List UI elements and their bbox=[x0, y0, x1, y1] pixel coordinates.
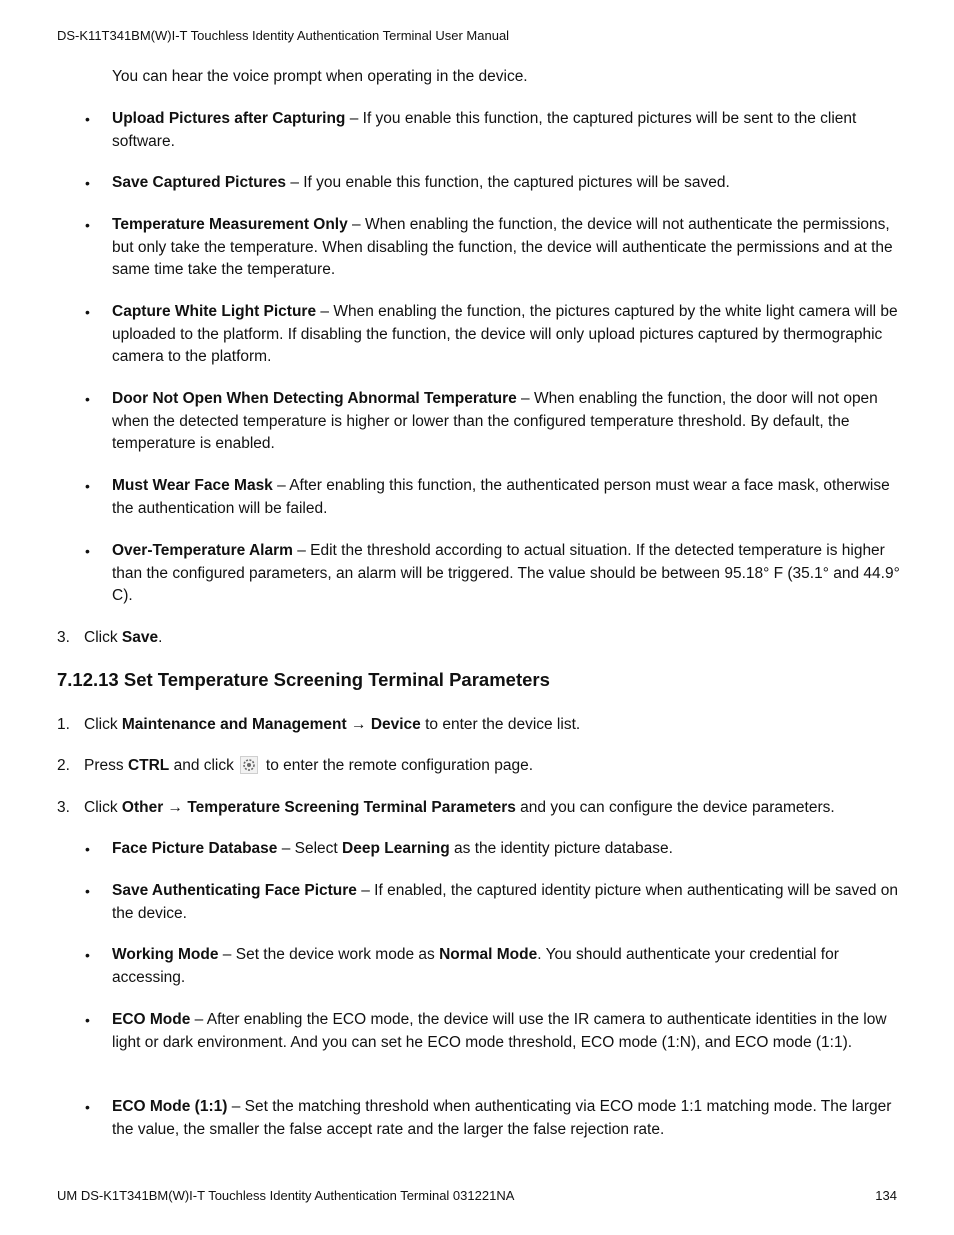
list-item: Over-Temperature Alarm – Edit the threshold according to actual situation. If the detected temperature is higher than the configured parameters, an alarm will be triggered. The value should be between 95.18° F (35.1° and 44.9° C). bbox=[112, 542, 900, 604]
bullet-dot: • bbox=[85, 391, 90, 407]
list-item: Must Wear Face Mask – After enabling this function, the authenticated person must wear a face mask, otherwise the authentication will be failed. bbox=[112, 477, 890, 517]
bullet-dot: • bbox=[85, 1012, 90, 1028]
list-item: Face Picture Database – Select Deep Learning as the identity picture database. bbox=[112, 840, 673, 857]
section-heading: 7.12.13 Set Temperature Screening Terminal Parameters bbox=[57, 669, 550, 690]
step-number: 2. bbox=[57, 757, 70, 774]
bullet-dot: • bbox=[85, 111, 90, 127]
page-footer bbox=[57, 1188, 897, 1203]
bullet-dot: • bbox=[85, 478, 90, 494]
list-item: ECO Mode – After enabling the ECO mode, the device will use the IR camera to authenticate identities in the low light or dark environment. And you can set he ECO mode threshold, ECO mode (1:N), and ECO mode (1:1). bbox=[112, 1011, 887, 1051]
bullet-dot: • bbox=[85, 175, 90, 191]
list-item: Door Not Open When Detecting Abnormal Temperature – When enabling the function, the door will not open when the detected temperature is higher or lower than the configured temperature threshold. By default, the temperature is enabled. bbox=[112, 390, 878, 452]
page-number: 134 bbox=[875, 1188, 897, 1203]
list-item: Save Authenticating Face Picture – If enabled, the captured identity picture when authenticating will be saved on the device. bbox=[112, 882, 899, 922]
bullet-dot: • bbox=[85, 947, 90, 963]
step-3: Click Other → Temperature Screening Terminal Parameters and you can configure the device parameters. bbox=[84, 799, 835, 816]
list-item: ECO Mode (1:1) – Set the matching threshold when authenticating via ECO mode 1:1 matching mode. The larger the value, the smaller the false accept rate and the larger the false rejection rate. bbox=[112, 1098, 892, 1138]
page-header: DS-K11T341BM(W)I-T Touchless Identity Authentication Terminal User Manual bbox=[57, 28, 510, 43]
step-2: Press CTRL and click to enter the remote configuration page. bbox=[84, 757, 534, 774]
bullet-dot: • bbox=[85, 1099, 90, 1115]
step-number: 3. bbox=[57, 629, 70, 646]
list-item: Upload Pictures after Capturing – If you enable this function, the captured pictures will be sent to the client software. bbox=[112, 110, 857, 150]
bullet-dot: • bbox=[85, 841, 90, 857]
bullet-dot: • bbox=[85, 883, 90, 899]
step-1: Click Maintenance and Management → Device to enter the device list. bbox=[84, 716, 581, 733]
footer-doc-title: UM DS-K1T341BM(W)I-T Touchless Identity Authentication Terminal 031221NA bbox=[57, 1188, 515, 1203]
bullet-dot: • bbox=[85, 543, 90, 559]
remote-config-gear-icon[interactable] bbox=[240, 756, 258, 774]
bullet-dot: • bbox=[85, 304, 90, 320]
list-item: Working Mode – Set the device work mode as Normal Mode. You should authenticate your credential for accessing. bbox=[112, 946, 839, 986]
step-number: 3. bbox=[57, 799, 70, 816]
bullet-dot: • bbox=[85, 217, 90, 233]
step-save: Click Save. bbox=[84, 629, 163, 646]
list-item: Temperature Measurement Only – When enabling the function, the device will not authenticate the permissions, but only take the temperature. When disabling the function, the device will authenticate the permissions and at the same time take the temperature. bbox=[112, 216, 893, 278]
intro-text: You can hear the voice prompt when operating in the device. bbox=[112, 68, 528, 85]
list-item: Save Captured Pictures – If you enable this function, the captured pictures will be saved. bbox=[112, 174, 730, 191]
list-item: Capture White Light Picture – When enabling the function, the pictures captured by the white light camera will be uploaded to the platform. If disabling the function, the device will only upload pictures captured by thermographic camera to the platform. bbox=[112, 303, 898, 365]
step-number: 1. bbox=[57, 716, 70, 733]
